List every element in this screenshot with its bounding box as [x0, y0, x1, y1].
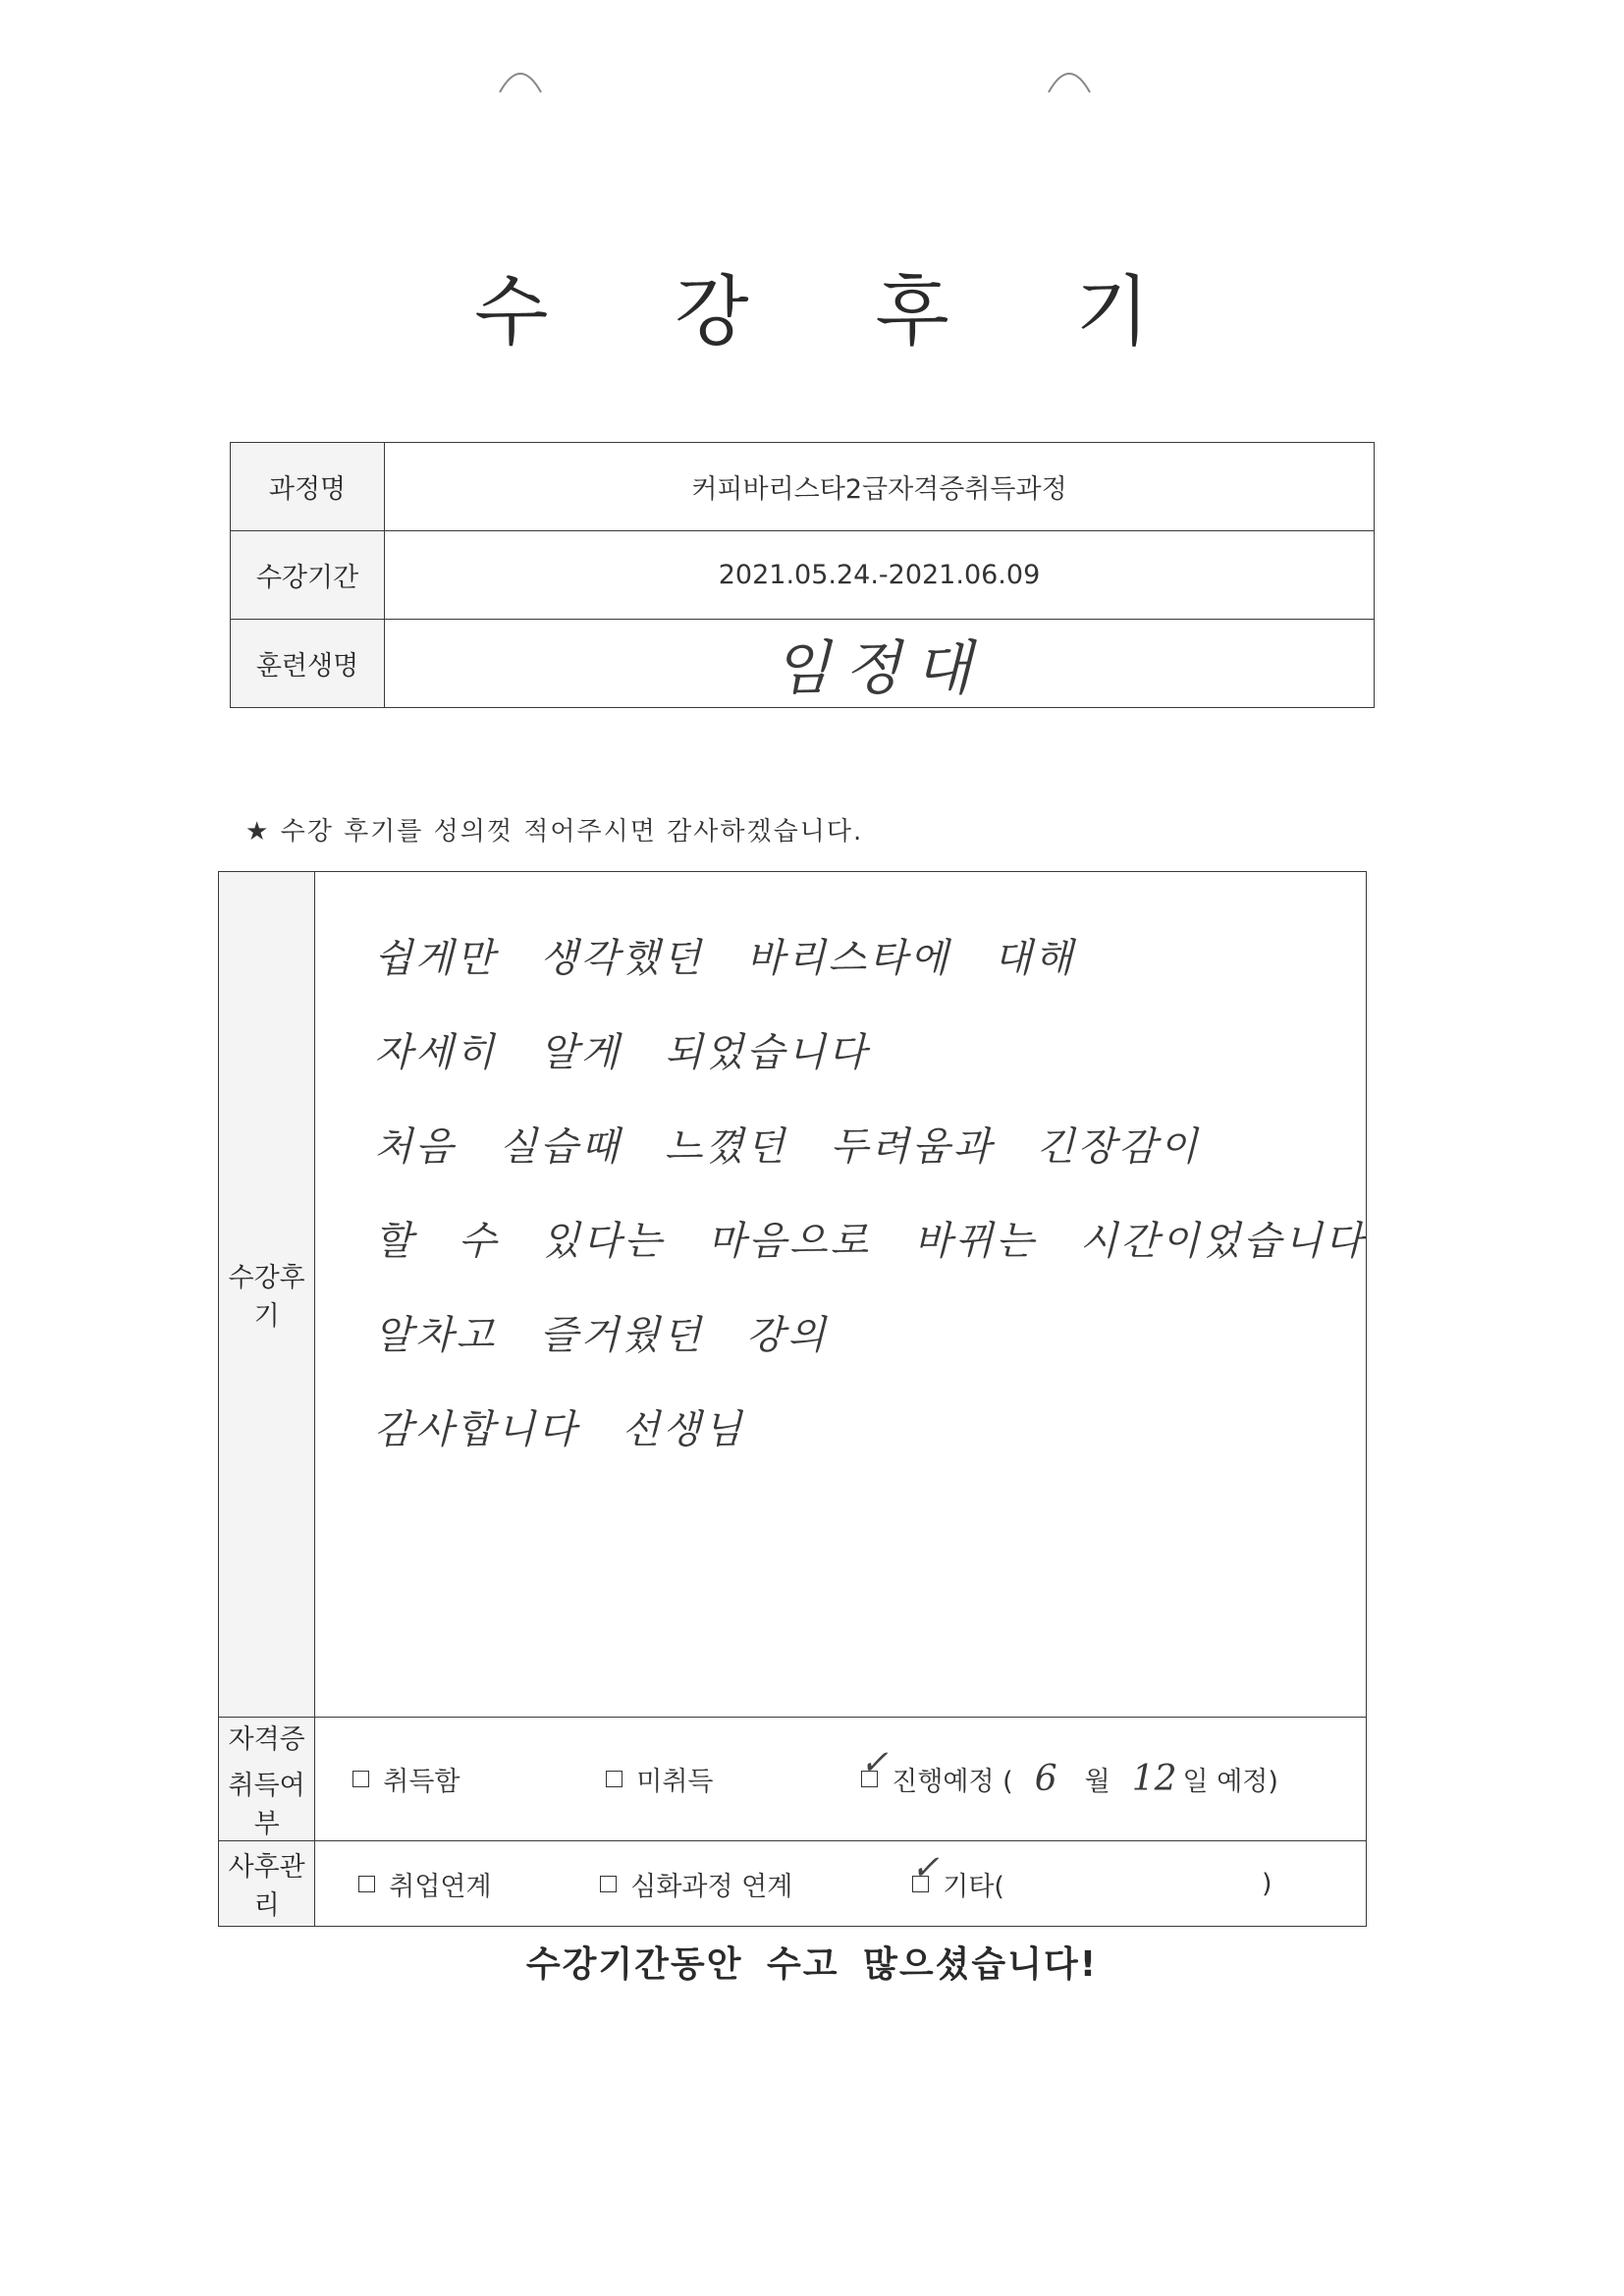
aftercare-label: 사후관리 — [219, 1841, 315, 1927]
review-line: 감사합니다 선생님 — [374, 1407, 745, 1452]
period-label: 수강기간 — [231, 531, 385, 620]
period-row — [231, 531, 1375, 620]
course-label: 과정명 — [231, 443, 385, 531]
course-info-table — [230, 442, 1375, 708]
period-value: 2021.05.24.-2021.06.09 — [385, 531, 1375, 620]
punch-hole-mark — [1045, 61, 1094, 94]
trainee-name-cell — [385, 620, 1375, 708]
punch-hole-mark — [496, 61, 545, 94]
trainee-label: 훈련생명 — [231, 620, 385, 708]
check-mark-icon: ✓ — [860, 1743, 889, 1782]
trainee-name-handwritten: 임정대 — [773, 633, 986, 703]
review-table — [218, 871, 1367, 1927]
review-content — [315, 872, 1367, 1718]
aftercare-row — [219, 1841, 1367, 1927]
trainee-row — [231, 620, 1375, 708]
option-other-close: ) — [1261, 1868, 1272, 1899]
option-other[interactable] — [911, 1847, 1272, 1903]
day-unit: 일 예정) — [1182, 1767, 1278, 1797]
option-job-label: 취업연계 — [389, 1871, 492, 1902]
option-job[interactable] — [358, 1865, 600, 1903]
month-unit: 월 — [1084, 1767, 1110, 1797]
review-label: 수강후기 — [219, 872, 315, 1718]
review-line: 할 수 있다는 마음으로 바뀌는 시간이었습니다 — [374, 1219, 1366, 1264]
closing-message: 수강기간동안 수고 많으셨습니다! — [525, 1944, 1099, 1985]
check-mark-icon: ✓ — [911, 1847, 940, 1887]
option-acquired[interactable] — [352, 1760, 606, 1798]
planned-month-handwritten: 6 — [1034, 1759, 1057, 1799]
review-line: 자세히 알게 되었습니다 — [374, 1030, 870, 1075]
review-handwriting — [315, 872, 1366, 1477]
certificate-label-line2: 취득여부 — [228, 1771, 305, 1839]
certificate-label — [219, 1718, 315, 1841]
planned-day-handwritten: 12 — [1131, 1759, 1177, 1799]
aftercare-options — [315, 1841, 1367, 1927]
checkbox-not-acquired[interactable] — [606, 1771, 623, 1787]
review-line: 처음 실습때 느꼈던 두려움과 긴장감이 — [374, 1124, 1201, 1170]
review-row — [219, 872, 1367, 1718]
certificate-options — [315, 1718, 1367, 1841]
option-acquired-label: 취득함 — [383, 1767, 460, 1797]
certificate-row — [219, 1718, 1367, 1841]
checkbox-other-checked[interactable] — [911, 1847, 940, 1892]
notice-text: ★ 수강 후기를 성의껏 적어주시면 감사하겠습니다. — [245, 817, 864, 847]
option-advanced-label: 심화과정 연계 — [630, 1871, 793, 1902]
checkbox-job[interactable] — [358, 1876, 375, 1892]
review-line: 알차고 즐거웠던 강의 — [374, 1313, 829, 1358]
option-not-acquired-label: 미취득 — [636, 1767, 714, 1797]
option-other-label: 기타( — [943, 1871, 1004, 1902]
option-planned[interactable] — [860, 1743, 1278, 1799]
option-not-acquired[interactable] — [606, 1760, 861, 1798]
option-planned-label: 진행예정 ( — [892, 1767, 1013, 1797]
course-value: 커피바리스타2급자격증취득과정 — [385, 443, 1375, 531]
document-title: 수 강 후 기 — [474, 268, 1201, 356]
option-advanced[interactable] — [600, 1865, 912, 1903]
course-row — [231, 443, 1375, 531]
certificate-label-line1: 자격증 — [228, 1724, 305, 1755]
checkbox-planned-checked[interactable] — [860, 1743, 889, 1787]
review-line: 쉽게만 생각했던 바리스타에 대해 — [374, 936, 1076, 981]
checkbox-advanced[interactable] — [600, 1876, 617, 1892]
checkbox-acquired[interactable] — [352, 1771, 369, 1787]
